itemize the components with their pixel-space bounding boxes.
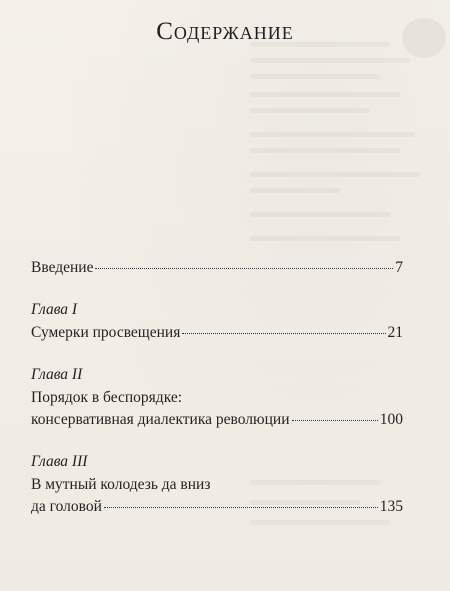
- toc-line: [31, 388, 403, 408]
- dot-leader: [292, 420, 378, 421]
- toc-page-number: 100: [379, 411, 403, 428]
- toc-entry-chapter-3[interactable]: [31, 452, 403, 517]
- show-through-line: [250, 108, 370, 113]
- toc-line: [31, 475, 403, 495]
- toc-entry-title: консервативная диалектика революции: [31, 411, 290, 428]
- toc-entry-title: Введение: [31, 259, 94, 276]
- toc-line: [31, 258, 403, 278]
- chapter-label: Глава II: [31, 366, 83, 383]
- show-through-line: [250, 92, 400, 97]
- dot-leader: [104, 507, 378, 508]
- toc-page-number: 21: [387, 324, 403, 341]
- toc-entry-chapter-2[interactable]: [31, 365, 403, 430]
- show-through-line: [250, 188, 340, 193]
- show-through-line: [250, 236, 400, 241]
- show-through-line: [250, 74, 380, 79]
- show-through-line: [250, 212, 390, 217]
- toc-page-number: 135: [379, 498, 403, 515]
- toc-line: [31, 323, 403, 343]
- show-through-line: [250, 58, 410, 63]
- chapter-label: Глава III: [31, 453, 88, 470]
- page-title: Содержание: [156, 18, 294, 45]
- show-through-line: [250, 172, 420, 177]
- table-of-contents: [31, 258, 403, 539]
- toc-entry-title: Порядок в беспорядке:: [31, 389, 183, 406]
- toc-page-number: 7: [395, 259, 403, 276]
- dot-leader: [182, 333, 385, 334]
- show-through-line: [250, 148, 400, 153]
- toc-entry-title: В мутный колодезь да вниз: [31, 476, 211, 493]
- show-through-line: [250, 132, 415, 137]
- toc-entry-title: Сумерки просвещения: [31, 324, 181, 341]
- toc-entry-introduction[interactable]: [31, 258, 403, 278]
- dot-leader: [95, 268, 393, 269]
- toc-entry-title: да головой: [31, 498, 102, 515]
- toc-line: [31, 497, 403, 517]
- toc-entry-chapter-1[interactable]: [31, 300, 403, 343]
- toc-line: [31, 410, 403, 430]
- chapter-label: Глава I: [31, 301, 78, 318]
